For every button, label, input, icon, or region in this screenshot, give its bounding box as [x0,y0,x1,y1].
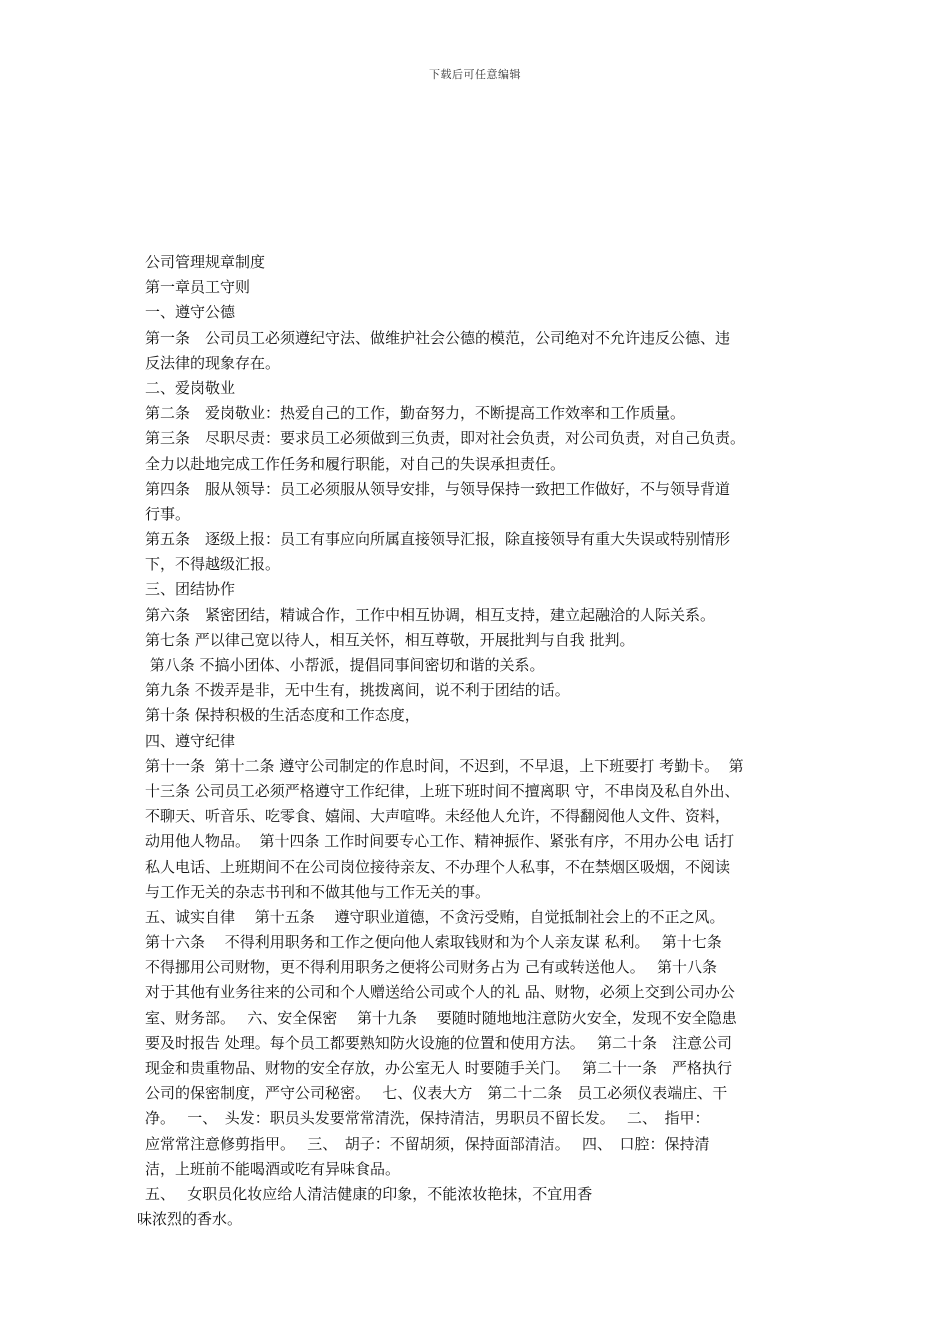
section-heading: 二、爱岗敬业 [145,378,236,397]
text-line: 要及时报告 处理。每个员工都要熟知防火设施的位置和使用方法。 第二十条 注意公司 [145,1033,733,1052]
text-line: 第六条 紧密团结，精诚合作，工作中相互协调，相互支持，建立起融洽的人际关系。 [145,605,716,624]
text-line: 行事。 [145,504,191,523]
text-line: 不得挪用公司财物，更不得利用职务之便将公司财务占为 己有或转送他人。 第十八条 [145,958,718,977]
text-line: 私人电话、上班期间不在公司岗位接待亲友、不办理个人私事，不在禁烟区吸烟，不阅读 [145,857,731,876]
text-line: 五、诚实自律 第十五条 遵守职业道德，不贪污受贿，自觉抵制社会上的不正之风。 [145,907,725,926]
text-line: 十三条 公司员工必须严格遵守工作纪律，上班下班时间不擅离职 守，不串岗及私自外出、 [145,781,740,800]
text-line: 第七条 严以律己宽以待人，相互关怀，相互尊敬，开展批判与自我 批判。 [145,630,635,649]
text-line: 反法律的现象存在。 [145,353,281,372]
text-line: 第十条 保持积极的生活态度和工作态度， [145,706,420,725]
chapter-heading: 第一章员工守则 [145,278,251,297]
text-line: 动用他人物品。 第十四条 工作时间要专心工作、精神振作、紧张有序，不用办公电 话打 [145,832,735,851]
text-line: 对于其他有业务往来的公司和个人赠送给公司或个人的礼 品、财物，必须上交到公司办公 [145,983,735,1002]
text-line: 第五条 逐级上报：员工有事应向所属直接领导汇报，除直接领导有重大失误或特别情形 [145,530,731,549]
text-line: 第一条 公司员工必须遵纪守法、做维护社会公德的模范，公司绝对不允许违反公德、违 [145,328,731,347]
section-heading: 四、遵守纪律 [145,731,236,750]
text-line: 五、 女职员化妆应给人清洁健康的印象，不能浓妆艳抹，不宜用香 [145,1184,593,1203]
text-line: 第八条 不搞小团体、小帮派，提倡同事间密切和谐的关系。 [145,656,545,674]
text-line: 公司的保密制度，严守公司秘密。 七、仪表大方 第二十二条 员工必须仪表端庄、干 [145,1084,728,1103]
page-header-note: 下载后可任意编辑 [429,68,521,81]
text-line: 现金和贵重物品、财物的安全存放，办公室无人 时要随手关门。 第二十一条 严格执行 [145,1059,733,1077]
text-line: 不聊天、听音乐、吃零食、嬉闹、大声喧哗。未经他人允许，不得翻阅他人文件、资料， [145,807,731,826]
text-line: 第九条 不拨弄是非，无中生有，挑拨离间，说不利于团结的话。 [145,681,570,700]
document-body [137,250,815,1232]
text-line: 与工作无关的杂志书刊和不做其他与工作无关的事。 [145,882,491,901]
document-title: 公司管理规章制度 [145,253,266,271]
text-line: 第四条 服从领导：员工必须服从领导安排，与领导保持一致把工作做好，不与领导背道 [145,479,731,498]
text-line: 下，不得越级汇报。 [145,555,281,574]
text-line: 第二条 爱岗敬业：热爱自己的工作，勤奋努力，不断提高工作效率和工作质量。 [145,404,686,423]
text-line: 全力以赴地完成工作任务和履行职能，对自己的失误承担责任。 [145,454,566,473]
text-line: 第三条 尽职尽责：要求员工必须做到三负责，即对社会负责，对公司负责，对自己负责。 [145,429,746,448]
text-line: 洁，上班前不能喝酒或吃有异味食品。 [145,1159,401,1178]
text-line: 味浓烈的香水。 [137,1210,243,1229]
text-line: 室、财务部。 六、安全保密 第十九条 要随时随地地注意防火安全，发现不安全隐患 [145,1008,737,1027]
text-line: 净。 一、 头发：职员头发要常常清洗，保持清洁，男职员不留长发。 二、 指甲： [145,1109,710,1128]
section-heading: 三、团结协作 [145,580,236,599]
section-heading: 一、遵守公德 [145,303,236,322]
text-line: 应常常注意修剪指甲。 三、 胡子：不留胡须，保持面部清洁。 四、 口腔：保持清 [145,1134,710,1153]
text-line: 第十一条 第十二条 遵守公司制定的作息时间，不迟到，不早退，上下班要打 考勤卡。 第 [145,756,744,775]
text-line: 第十六条 不得利用职务和工作之便向他人索取钱财和为个人亲友谋 私利。 第十七条 [145,933,722,952]
